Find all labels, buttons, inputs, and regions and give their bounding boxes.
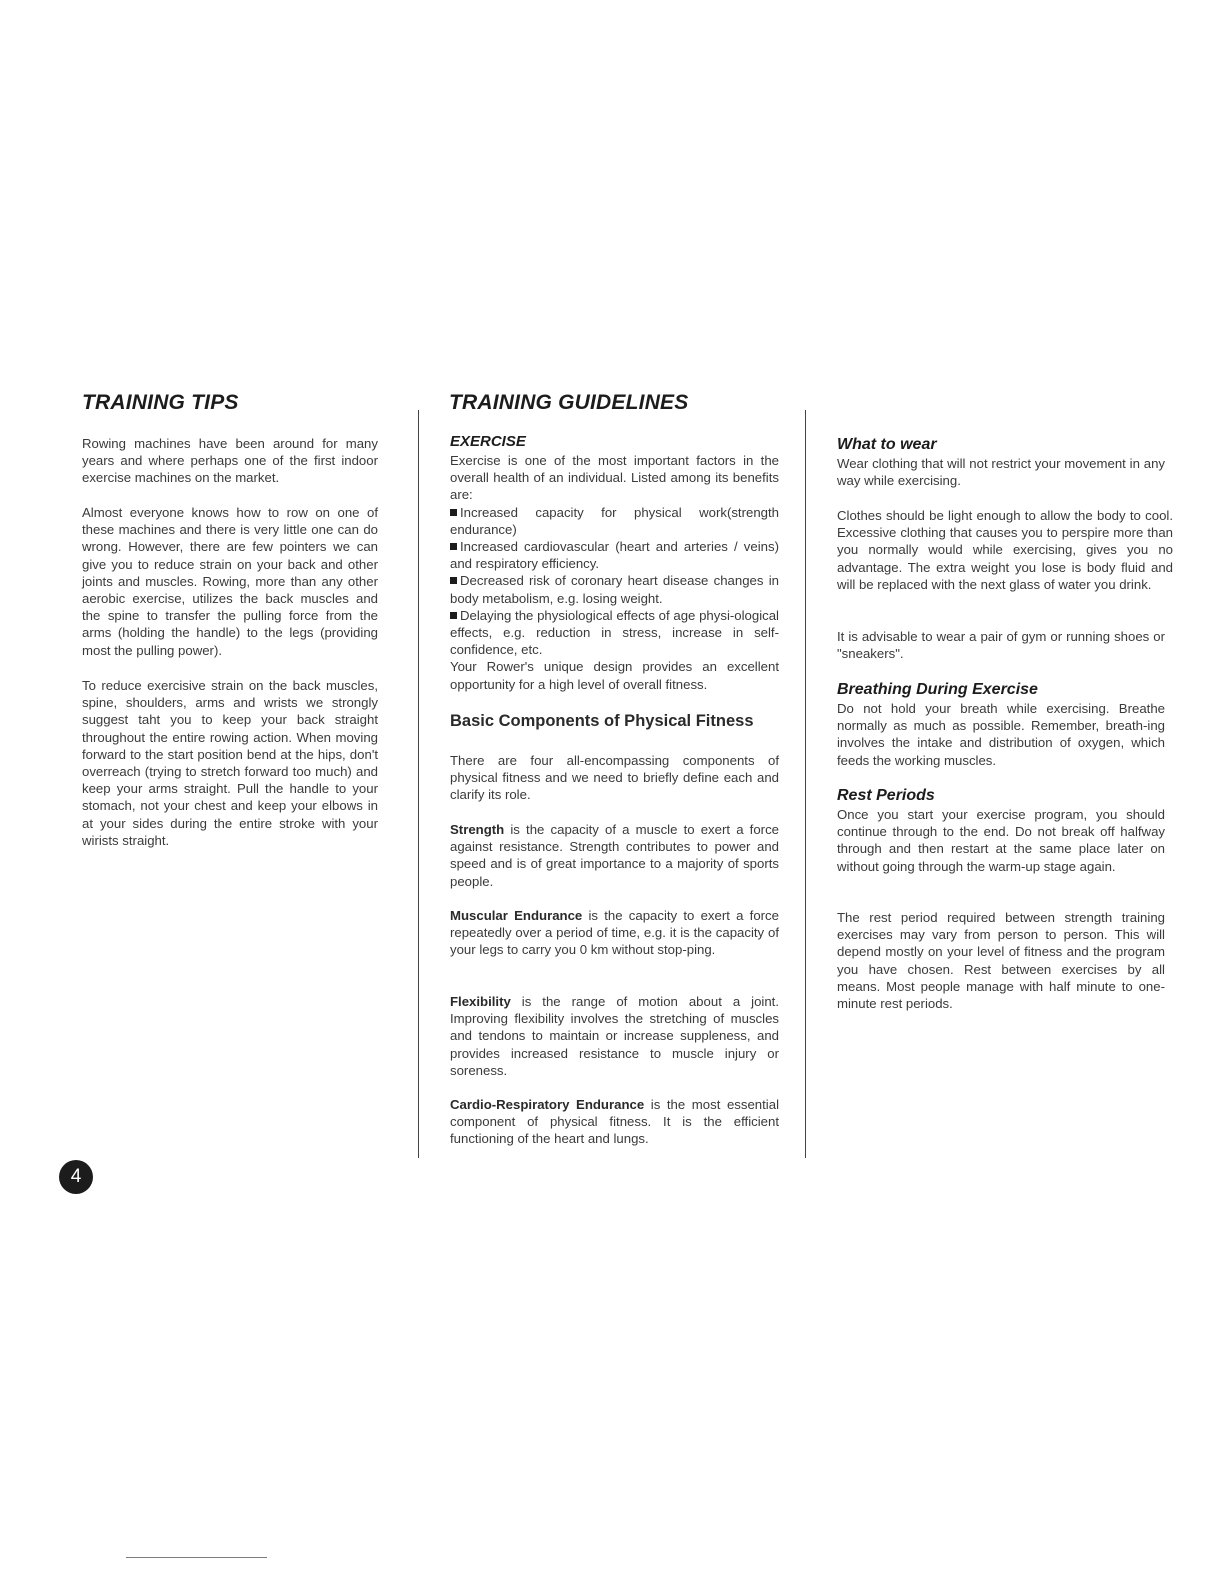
column-divider <box>418 410 419 1158</box>
rest-paragraph-2: The rest period required between strength training exercises may vary from person to person. This will depend mostly on your level of fitness and the program you have chosen. Rest between exercises by all means. Most people manage with half minute to one-minute rest periods. <box>837 910 1165 1012</box>
components-heading: Basic Components of Physical Fitness <box>450 712 754 730</box>
tips-paragraph-2: Almost everyone knows how to row on one of these machines and there is very little one can do wrong. However, there are few pointers we can give you to reduce strain on your back and other joints and muscles. Rowing, more than any other aerobic exercise, utilizes the back muscles and the spine to transfer the pulling force from the arms (holding the handle) to the legs (providing most the pulling power). <box>82 505 378 658</box>
rest-paragraph-1: Once you start your exercise program, you should continue through to the end. Do not break off halfway through and then restart at the same place later on without going through the warm-up stage again. <box>837 807 1165 874</box>
wear-paragraph-2: Clothes should be light enough to allow the body to cool. Excessive clothing that causes you to perspire more than you normally would while exercising, gives you no advantage. The extra weight you lose is body fluid and will be replaced with the next glass of water you drink. <box>837 508 1173 592</box>
component-item-cardio: Cardio-Respiratory Endurance is the most essential component of physical fitness. It is the efficient functioning of the heart and lungs. <box>450 1097 779 1147</box>
exercise-heading: EXERCISE <box>450 433 526 450</box>
bullet-icon <box>450 577 457 584</box>
bullet-icon <box>450 509 457 516</box>
bullet-icon <box>450 612 457 619</box>
benefit-item: Increased capacity for physical work(strength endurance) <box>450 504 779 537</box>
benefit-item: Increased cardiovascular (heart and arteries / veins) and respiratory efficiency. <box>450 539 779 572</box>
exercise-section <box>450 452 779 693</box>
training-tips-title: TRAINING TIPS <box>82 391 239 414</box>
tips-paragraph-3: To reduce exercisive strain on the back muscles, spine, shoulders, arms and wrists we strongly suggest taht you to keep your back straight throughout the entire rowing action. When moving forward to the start position bend at the hips, don't overreach (trying to stretch forward too much) and keep your arms straight. Pull the handle to your stomach, not your chest and keep your elbows in at your sides during the entire stroke with your wirists straight. <box>82 678 378 848</box>
page-number-badge <box>59 1160 93 1194</box>
components-intro: There are four all-encompassing components of physical fitness and we need to briefly define each and clarify its role. <box>450 753 779 803</box>
wear-paragraph-1: Wear clothing that will not restrict your movement in any way while exercising. <box>837 456 1165 489</box>
breathing-paragraph: Do not hold your breath while exercising. Breathe normally as much as possible. Remember, breath-ing involves the intake and distribution of oxygen, which feeds the working muscles. <box>837 701 1165 768</box>
exercise-closing: Your Rower's unique design provides an excellent opportunity for a high level of overall fitness. <box>450 659 779 692</box>
bottom-underline <box>126 1557 267 1558</box>
column-divider <box>805 410 806 1158</box>
page-number: 4 <box>70 1166 82 1187</box>
training-guidelines-title: TRAINING GUIDELINES <box>449 391 689 414</box>
rest-periods-heading: Rest Periods <box>837 787 935 804</box>
tips-paragraph-1: Rowing machines have been around for many years and where perhaps one of the first indoor exercise machines on the market. <box>82 436 378 486</box>
component-item-flexibility: Flexibility is the range of motion about a joint. Improving flexibility involves the stretching of muscles and tendons to maintain or increase suppleness, and provides increased resistance to muscle injury or soreness. <box>450 994 779 1078</box>
benefit-item: Decreased risk of coronary heart disease changes in body metabolism, e.g. losing weight. <box>450 573 779 606</box>
exercise-intro: Exercise is one of the most important factors in the overall health of an individual. Listed among its benefits are: <box>450 453 779 503</box>
component-item-strength: Strength is the capacity of a muscle to exert a force against resistance. Strength contributes to power and speed and is of great importance to a majority of sports people. <box>450 822 779 889</box>
what-to-wear-heading: What to wear <box>837 436 937 453</box>
component-item-muscular-endurance: Muscular Endurance is the capacity to exert a force repeatedly over a period of time, e.g. it is the capacity of your legs to carry you 0 km without stop-ping. <box>450 908 779 958</box>
breathing-heading: Breathing During Exercise <box>837 681 1038 698</box>
wear-paragraph-3: It is advisable to wear a pair of gym or running shoes or "sneakers". <box>837 629 1165 662</box>
bullet-icon <box>450 543 457 550</box>
benefit-item: Delaying the physiological effects of age physi-ological effects, e.g. reduction in stress, increase in self-confidence, etc. <box>450 607 779 658</box>
